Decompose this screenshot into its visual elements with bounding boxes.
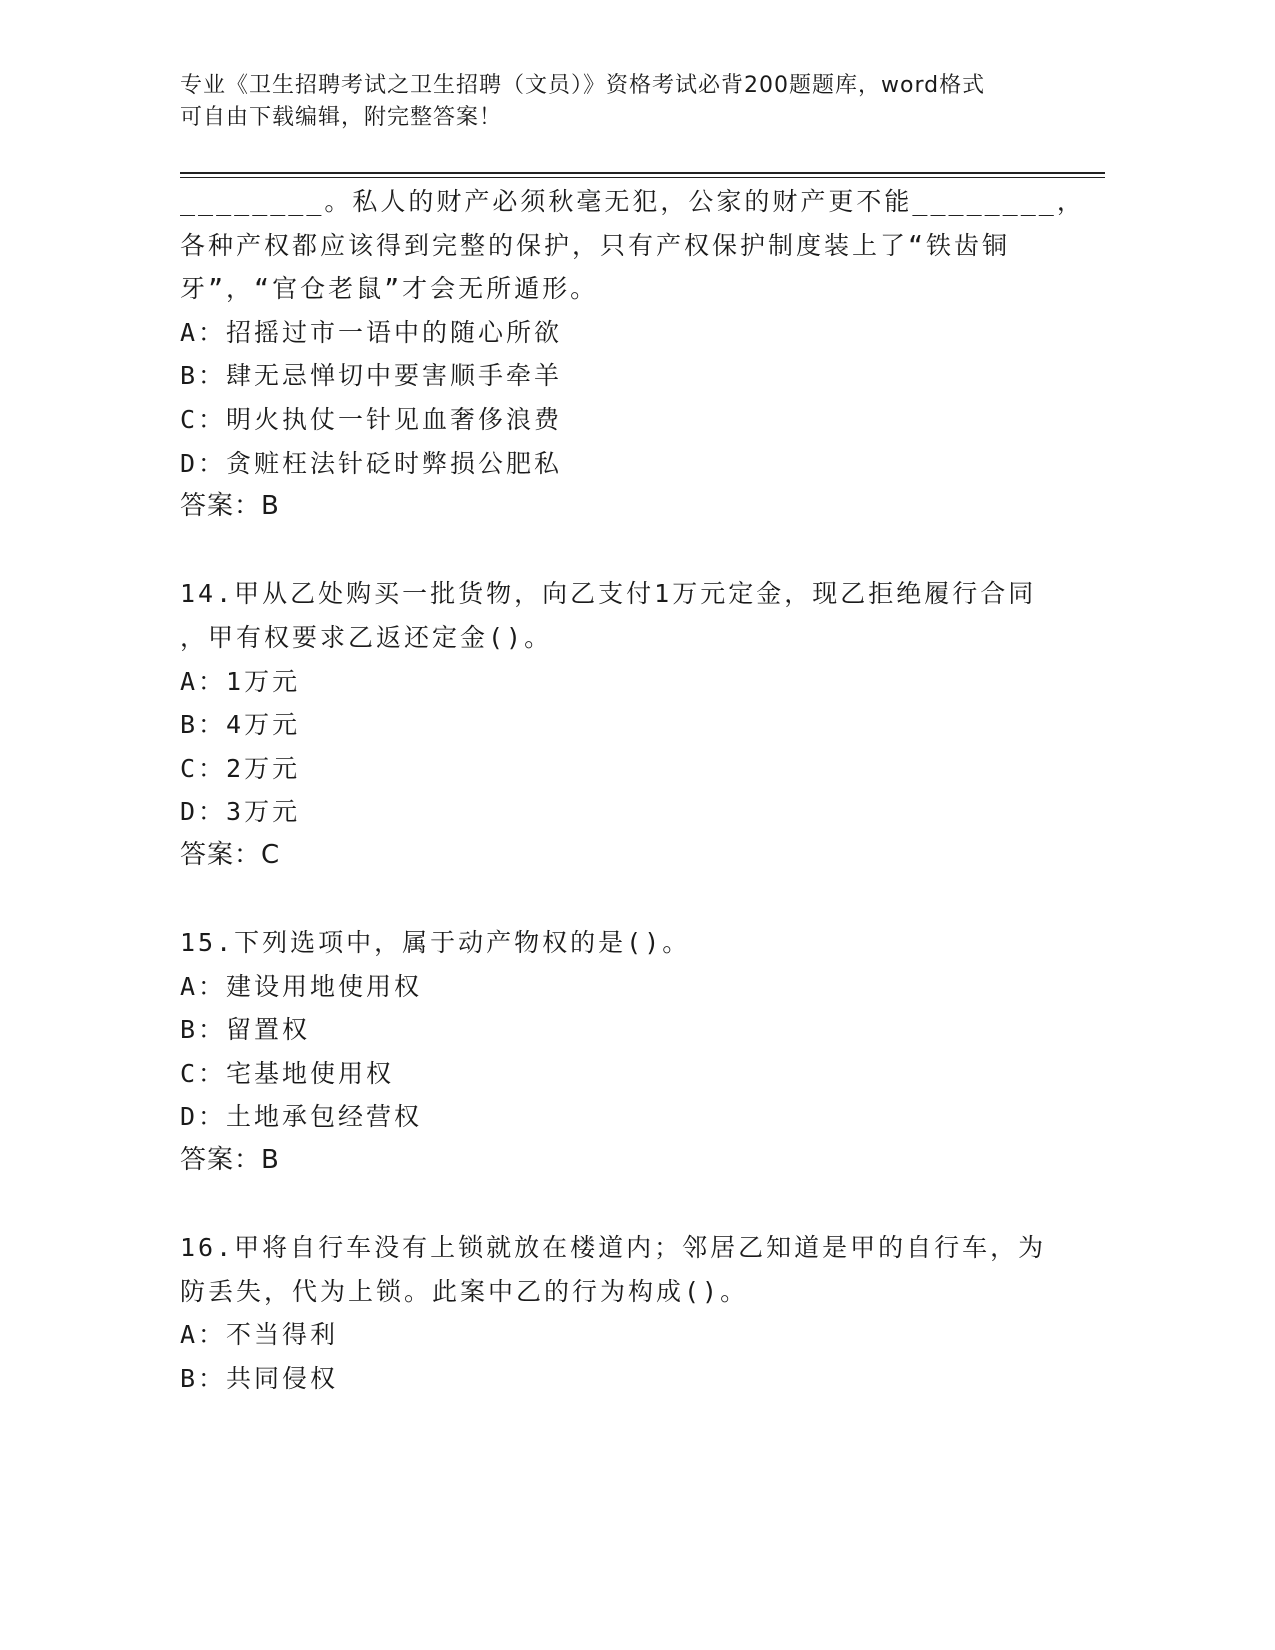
option-d: D：贪赃枉法针砭时弊损公肥私 <box>180 448 563 478</box>
option-a: A：建设用地使用权 <box>180 971 423 1001</box>
question-text-line: 牙”，“官仓老鼠”才会无所遁形。 <box>180 274 599 304</box>
spacer <box>180 529 1060 573</box>
question-16 <box>180 1226 1060 1400</box>
option-b: B：4万元 <box>180 710 301 740</box>
answer-line: 答案：B <box>180 1145 280 1176</box>
spacer <box>180 1183 1060 1227</box>
question-text-line: 15.下列选项中，属于动产物权的是()。 <box>180 928 691 958</box>
option-b: B：肆无忌惮切中要害顺手牵羊 <box>180 361 563 391</box>
option-c: C：明火执仗一针见血奢侈浪费 <box>180 404 563 434</box>
option-a: A：不当得利 <box>180 1320 339 1350</box>
document-header <box>180 70 1080 134</box>
question-text-line: 防丢失，代为上锁。此案中乙的行为构成()。 <box>180 1276 749 1306</box>
header-divider-thick <box>180 172 1105 174</box>
question-text-line: ，甲有权要求乙返还定金()。 <box>180 622 553 652</box>
answer-line: 答案：C <box>180 839 281 870</box>
question-text-line: ________。私人的财产必须秋毫无犯，公家的财产更不能________， <box>180 187 1085 216</box>
option-a: A：招摇过市一语中的随心所欲 <box>180 317 563 347</box>
header-divider-thin <box>180 177 1105 178</box>
option-a: A：1万元 <box>180 666 301 696</box>
option-b: B：共同侵权 <box>180 1364 339 1394</box>
option-d: D：土地承包经营权 <box>180 1102 423 1132</box>
option-c: C：2万元 <box>180 753 301 783</box>
question-15 <box>180 921 1060 1183</box>
spacer <box>180 878 1060 922</box>
answer-line: 答案：B <box>180 491 280 522</box>
question-text-line: 14.甲从乙处购买一批货物，向乙支付1万元定金，现乙拒绝履行合同 <box>180 579 1037 609</box>
question-13 <box>180 180 1085 529</box>
document-body <box>180 180 1085 1401</box>
question-text-line: 各种产权都应该得到完整的保护，只有产权保护制度装上了“铁齿铜 <box>180 230 1011 260</box>
option-b: B：留置权 <box>180 1015 311 1045</box>
question-14 <box>180 572 1060 877</box>
header-line-1: 专业《卫生招聘考试之卫生招聘（文员）》资格考试必背200题题库，word格式 <box>180 73 986 98</box>
question-text-line: 16.甲将自行车没有上锁就放在楼道内；邻居乙知道是甲的自行车，为 <box>180 1233 1047 1263</box>
header-line-2: 可自由下载编辑，附完整答案！ <box>180 105 503 130</box>
option-d: D：3万元 <box>180 797 301 827</box>
option-c: C：宅基地使用权 <box>180 1058 395 1088</box>
